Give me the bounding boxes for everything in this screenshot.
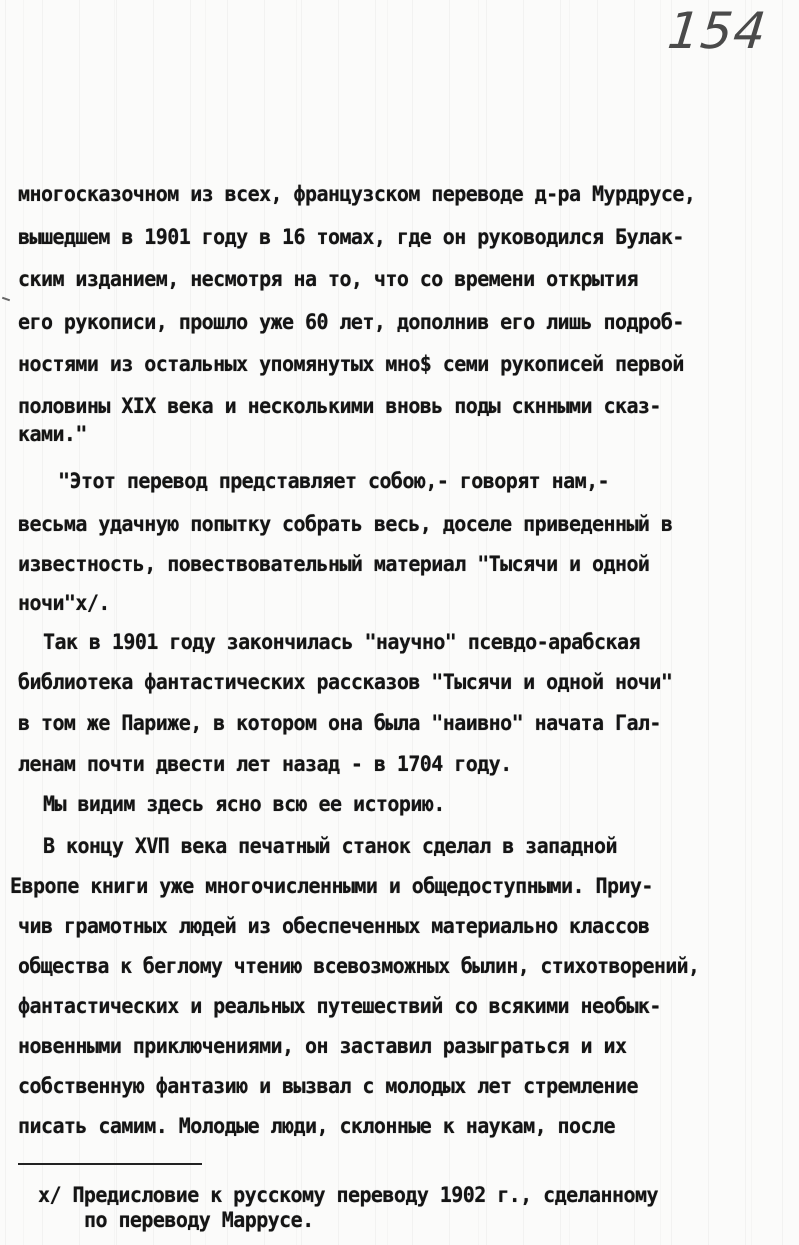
- text-line: многосказочном из всех, французском переводе д-ра Мурдрусе,: [18, 182, 696, 207]
- text-line: Так в 1901 году закончилась "научно" псевдо-арабская: [43, 630, 640, 655]
- text-line: вышедшем в 1901 году в 16 томах, где он руководился Булак-: [18, 225, 684, 250]
- page-number: 154: [664, 2, 770, 60]
- text-line: собственную фантазию и вызвал с молодых лет стремление: [18, 1074, 638, 1099]
- footnote-line: по переводу Маррусе.: [84, 1208, 314, 1233]
- text-line: известность, повествовательный материал "Тысячи и одной: [18, 552, 650, 577]
- text-line: ностями из остальных упомянутых мно$ семи рукописей первой: [18, 352, 684, 377]
- footnote-line: х/ Предисловие к русскому переводу 1902 г., сделанному: [38, 1183, 658, 1208]
- text-line: ским изданием, несмотря на то, что со времени открытия: [18, 267, 638, 292]
- text-line: ками.": [18, 422, 87, 447]
- text-line: половины XIX века и несколькими вновь поды скнными сказ-: [18, 394, 661, 419]
- text-line: в том же Париже, в котором она была "наивно" начата Гал-: [18, 711, 661, 736]
- text-line: Мы видим здесь ясно всю ее историю.: [43, 792, 445, 817]
- text-line: ленам почти двести лет назад - в 1704 году.: [18, 752, 512, 777]
- text-line: "Этот перевод представляет собою,- говорят нам,-: [58, 469, 610, 494]
- text-line: фантастических и реальных путешествий со всякими необык-: [18, 994, 661, 1019]
- text-line: весьма удачную попытку собрать весь, доселе приведенный в: [18, 512, 673, 537]
- text-line: чив грамотных людей из обеспеченных материально классов: [18, 914, 650, 939]
- text-line: новенными приключениями, он заставил разыграться и их: [18, 1034, 627, 1059]
- text-line: его рукописи, прошло уже 60 лет, дополнив его лишь подроб-: [18, 310, 684, 335]
- text-line: ночи"х/.: [18, 591, 110, 616]
- text-line: писать самим. Молодые люди, склонные к наукам, после: [18, 1114, 615, 1139]
- text-line: Европе книги уже многочисленными и общедоступными. Приу-: [10, 874, 653, 899]
- text-line: В концу ХVП века печатный станок сделал в западной: [43, 834, 618, 859]
- text-line: общества к беглому чтению всевозможных былин, стихотворений,: [18, 954, 700, 979]
- footnote-separator: [18, 1163, 202, 1165]
- text-line: библиотека фантастических рассказов "Тысячи и одной ночи": [18, 670, 673, 695]
